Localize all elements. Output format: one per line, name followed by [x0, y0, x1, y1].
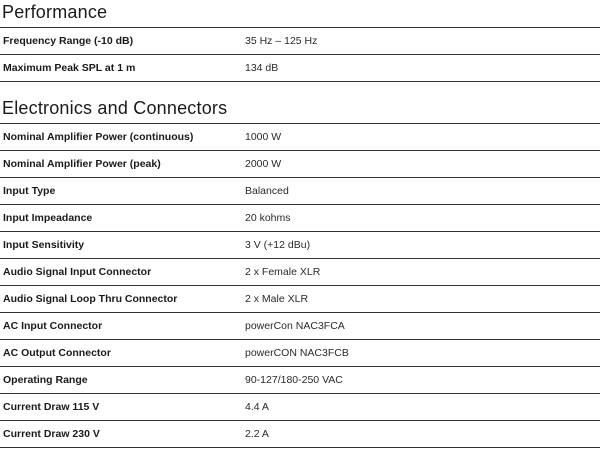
- spec-label: Maximum Peak SPL at 1 m: [3, 62, 136, 74]
- spec-value: 1000 W: [245, 131, 282, 143]
- table-row: [0, 313, 600, 340]
- spec-value: 2 x Male XLR: [245, 293, 309, 305]
- table-row: [0, 367, 600, 394]
- table-row: [0, 421, 600, 448]
- spec-value: 90-127/180-250 VAC: [245, 374, 343, 386]
- spec-label: Audio Signal Loop Thru Connector: [3, 293, 178, 305]
- spec-value: 134 dB: [245, 62, 279, 74]
- spec-value: 3 V (+12 dBu): [245, 239, 311, 251]
- spec-table: [0, 27, 600, 82]
- spec-value: powerCON NAC3FCB: [245, 347, 349, 359]
- spec-label: Audio Signal Input Connector: [3, 266, 152, 278]
- spec-label: Input Impeadance: [3, 212, 93, 224]
- spec-table: [0, 123, 600, 448]
- spec-value: 20 kohms: [245, 212, 291, 224]
- spec-label: AC Input Connector: [3, 320, 103, 332]
- spec-label: Input Type: [3, 185, 56, 197]
- table-row: [0, 55, 600, 82]
- performance-section: [0, 0, 600, 82]
- spec-label: Nominal Amplifier Power (continuous): [3, 131, 194, 143]
- table-row: [0, 286, 600, 313]
- spec-label: AC Output Connector: [3, 347, 111, 359]
- spec-value: 2000 W: [245, 158, 282, 170]
- table-row: [0, 259, 600, 286]
- table-row: [0, 232, 600, 259]
- spec-label: Current Draw 115 V: [3, 401, 100, 413]
- spec-value: Balanced: [245, 185, 289, 197]
- spec-label: Operating Range: [3, 374, 88, 386]
- table-row: [0, 340, 600, 367]
- spec-label: Current Draw 230 V: [3, 428, 100, 440]
- table-row: [0, 124, 600, 151]
- spec-value: 4.4 A: [245, 401, 269, 413]
- spec-label: Nominal Amplifier Power (peak): [3, 158, 161, 170]
- table-row: [0, 28, 600, 55]
- spec-value: powerCon NAC3FCA: [245, 320, 345, 332]
- spec-label: Frequency Range (-10 dB): [3, 35, 134, 47]
- section-heading: Performance: [2, 2, 108, 22]
- electronics-section: [0, 96, 600, 448]
- spec-label: Input Sensitivity: [3, 239, 85, 251]
- spec-value: 2.2 A: [245, 428, 269, 440]
- spec-value: 2 x Female XLR: [245, 266, 321, 278]
- table-row: [0, 151, 600, 178]
- spec-value: 35 Hz – 125 Hz: [245, 35, 318, 47]
- table-row: [0, 394, 600, 421]
- table-row: [0, 205, 600, 232]
- table-row: [0, 178, 600, 205]
- section-heading: Electronics and Connectors: [2, 98, 228, 118]
